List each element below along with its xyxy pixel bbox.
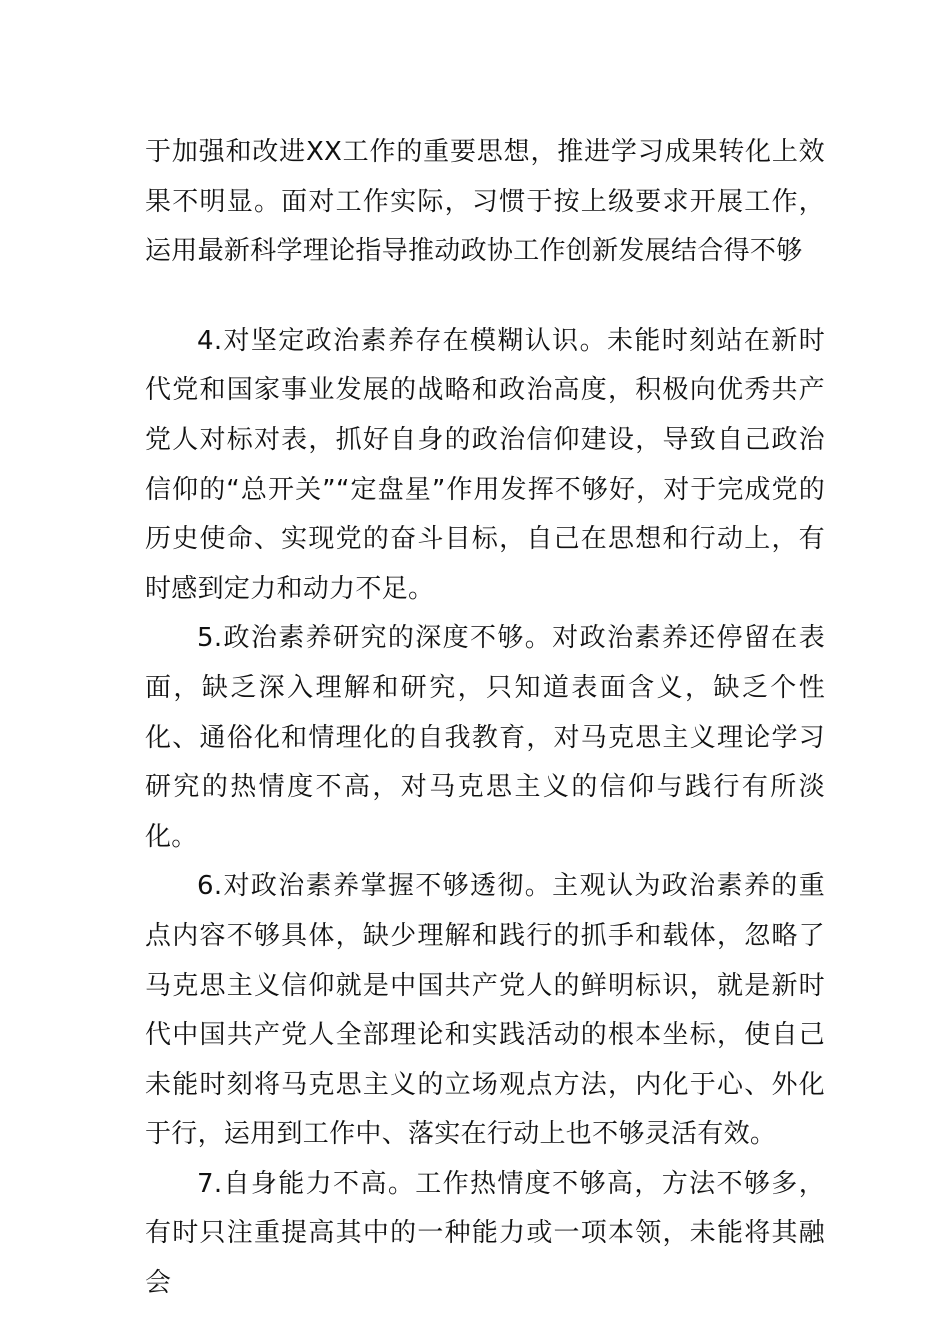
paragraph-item-4: 4.对坚定政治素养存在模糊认识。未能时刻站在新时代党和国家事业发展的战略和政治高度，积极向优秀共产党人对标对表，抓好自身的政治信仰建设，导致自己政治信仰的“总开关”“定盘星”作用发挥不够好，对于完成党的历史使命、实现党的奋斗目标，自己在思想和行动上，有时感到定力和动力不足。 bbox=[145, 325, 825, 604]
document-body bbox=[145, 128, 825, 1309]
paragraph-continuation: 于加强和改进XX工作的重要思想，推进学习成果转化上效果不明显。面对工作实际，习惯于按上级要求开展工作，运用最新科学理论指导推动政协工作创新发展结合得不够 bbox=[145, 137, 825, 267]
paragraph-item-7: 7.自身能力不高。工作热情度不够高，方法不够多，有时只注重提高其中的一种能力或一项本领，未能将其融会 bbox=[145, 1168, 825, 1299]
paragraph-item-5: 5.政治素养研究的深度不够。对政治素养还停留在表面，缺乏深入理解和研究，只知道表面含义，缺乏个性化、通俗化和情理化的自我教育，对马克思主义理论学习研究的热情度不高，对马克思主义的信仰与践行有所淡化。 bbox=[145, 623, 825, 852]
paragraph-item-6: 6.对政治素养掌握不够透彻。主观认为政治素养的重点内容不够具体，缺少理解和践行的抓手和载体，忽略了马克思主义信仰就是中国共产党人的鲜明标识，就是新时代中国共产党人全部理论和实践活动的根本坐标，使自己未能时刻将马克思主义的立场观点方法，内化于心、外化于行，运用到工作中、落实在行动上也不够灵活有效。 bbox=[145, 871, 825, 1150]
paragraph-gap bbox=[145, 277, 825, 317]
